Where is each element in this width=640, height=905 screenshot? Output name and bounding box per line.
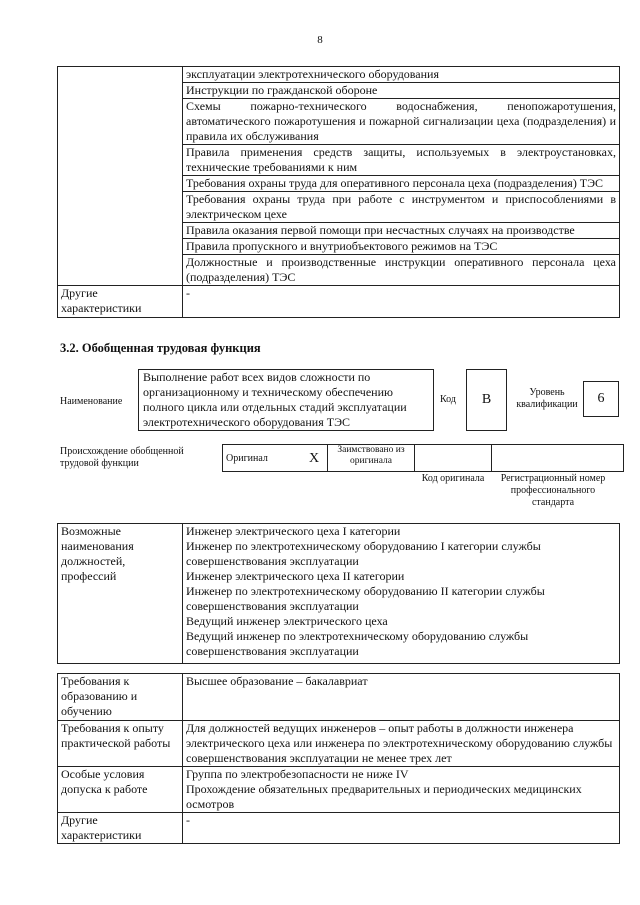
knowledge-item: Правила применения средств защиты, используемых в электроустановках, технические требованиями к ним xyxy=(183,145,620,176)
knowledge-item: Схемы пожарно-технического водоснабжения, пенопожаротушения, автоматического пожаротушения и пожарной сигнализации цеха (подразделения) и правила их обслуживания xyxy=(183,99,620,145)
original-mark: X xyxy=(301,445,328,472)
education-label: Требования к образованию и обучению xyxy=(58,674,183,721)
original-label: Оригинал xyxy=(223,445,302,472)
conditions-value xyxy=(183,767,620,813)
code-original-cell xyxy=(415,445,492,472)
conditions-label: Особые условия допуска к работе xyxy=(58,767,183,813)
knowledge-item: Должностные и производственные инструкции оперативного персонала цеха (подразделения) ТЭС xyxy=(183,255,620,286)
code-value-box: B xyxy=(466,369,507,431)
position-item: Инженер по электротехническому оборудованию II категории службы совершенствования эксплуатации xyxy=(186,584,545,613)
function-name-box: Выполнение работ всех видов сложности по организационному и техническому обеспечению полного цикла или отдельных стадий эксплуатации электротехнического оборудования ТЭС xyxy=(138,369,434,431)
knowledge-item: Инструкции по гражданской обороне xyxy=(183,83,620,99)
knowledge-item: Правила оказания первой помощи при несчастных случаях на производстве xyxy=(183,223,620,239)
position-item: Инженер электрического цеха II категории xyxy=(186,569,405,583)
knowledge-item: Требования охраны труда при работе с инструментом и приспособлениями в электрическом цехе xyxy=(183,192,620,223)
knowledge-table xyxy=(57,66,620,318)
positions-label: Возможные наименования должностей, профессий xyxy=(58,524,183,664)
code-label: Код xyxy=(440,394,456,405)
other-characteristics-value: - xyxy=(183,813,620,844)
level-value-box: 6 xyxy=(583,381,619,417)
page-number: 8 xyxy=(317,34,323,46)
origin-label: Происхождение обобщенной трудовой функции xyxy=(60,446,184,469)
positions-table xyxy=(57,523,620,664)
borrowed-label: Заимствовано из оригинала xyxy=(328,445,415,472)
other-characteristics-label: Другие характеристики xyxy=(58,286,183,318)
position-item: Инженер по электротехническому оборудованию I категории службы совершенствования эксплуатации xyxy=(186,539,541,568)
condition-item: Прохождение обязательных предварительных и периодических медицинских осмотров xyxy=(186,782,582,811)
requirements-table xyxy=(57,673,620,844)
other-characteristics-label: Другие характеристики xyxy=(58,813,183,844)
reg-number-label: Регистрационный номер профессионального стандарта xyxy=(500,473,606,508)
condition-item: Группа по электробезопасности не ниже IV xyxy=(186,767,409,781)
reg-number-cell xyxy=(492,445,624,472)
position-item: Ведущий инженер электрического цеха xyxy=(186,614,388,628)
other-characteristics-value: - xyxy=(183,286,620,318)
name-label: Наименование xyxy=(60,396,123,407)
experience-label: Требования к опыту практической работы xyxy=(58,721,183,767)
knowledge-item: Правила пропускного и внутриобъектового режимов на ТЭС xyxy=(183,239,620,255)
experience-value: Для должностей ведущих инженеров – опыт работы в должности инженера электрического цеха или инженера по электротехническому оборудованию службы совершенствования эксплуатации не менее трех лет xyxy=(183,721,620,767)
position-item: Ведущий инженер по электротехническому оборудованию службы совершенствования эксплуатации xyxy=(186,629,529,658)
knowledge-item: эксплуатации электротехнического оборудования xyxy=(183,67,620,83)
section-title: 3.2. Обобщенная трудовая функция xyxy=(60,341,261,355)
education-value: Высшее образование – бакалавриат xyxy=(183,674,620,721)
code-original-label: Код оригинала xyxy=(421,473,485,484)
positions-list xyxy=(183,524,620,664)
position-item: Инженер электрического цеха I категории xyxy=(186,524,401,538)
knowledge-item: Требования охраны труда для оперативного персонала цеха (подразделения) ТЭС xyxy=(183,176,620,192)
level-label: Уровень квалификации xyxy=(516,387,578,410)
knowledge-label-cell xyxy=(58,67,183,286)
origin-table xyxy=(222,444,624,472)
